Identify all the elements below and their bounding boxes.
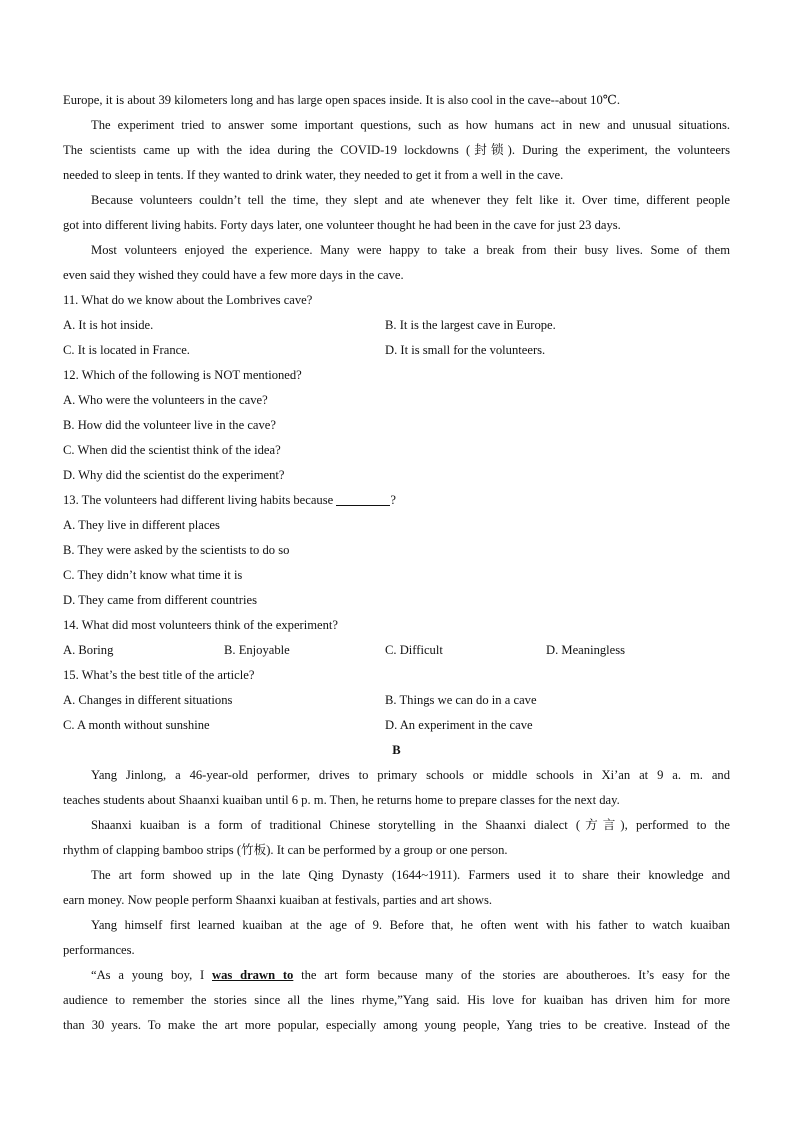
paragraph-line: teaches students about Shaanxi kuaiban until 6 p. m. Then, he returns home to prepare classes for the next day. xyxy=(63,793,620,807)
paragraph-line: than 30 years. To make the art more popular, especially among young people, Yang tries to be creative. Instead of the xyxy=(63,1018,730,1032)
question-stem: 12. Which of the following is NOT mentioned? xyxy=(63,368,302,382)
option-c: C. Difficult xyxy=(385,643,443,657)
paragraph-line: even said they wished they could have a few more days in the cave. xyxy=(63,268,404,282)
paragraph-line: Because volunteers couldn’t tell the time, they slept and ate whenever they felt like it. Over time, different people xyxy=(91,193,730,207)
question-11 xyxy=(63,288,730,363)
question-stem-text: 13. The volunteers had different living habits because xyxy=(63,493,337,507)
paragraph-line: needed to sleep in tents. If they wanted to drink water, they needed to get it from a well in the cave. xyxy=(63,168,564,182)
option-b: B. How did the volunteer live in the cave? xyxy=(63,418,276,432)
option-d: D. An experiment in the cave xyxy=(385,718,533,732)
option-a: A. They live in different places xyxy=(63,518,220,532)
section-heading: B xyxy=(392,743,401,757)
section-b xyxy=(63,738,730,1038)
option-b: B. Enjoyable xyxy=(224,643,290,657)
paragraph-line: Shaanxi kuaiban is a form of traditional Chinese storytelling in the Shaanxi dialect (方言), performed to the xyxy=(91,818,730,832)
answer-blank xyxy=(336,491,390,506)
paragraph-line: got into different living habits. Forty days later, one volunteer thought he had been in the cave for just 23 days. xyxy=(63,218,621,232)
paragraph-line xyxy=(63,963,730,988)
question-stem: 11. What do we know about the Lombrives cave? xyxy=(63,293,313,307)
question-stem xyxy=(63,488,730,513)
paragraph-line: The scientists came up with the idea during the COVID-19 lockdowns (封锁). During the experiment, the volunteers xyxy=(63,143,730,157)
quote-text: “As a young boy, I xyxy=(91,968,212,982)
option-d: D. Why did the scientist do the experiment? xyxy=(63,468,285,482)
paragraph-line: Most volunteers enjoyed the experience. Many were happy to take a break from their busy lives. Some of them xyxy=(91,243,730,257)
option-b: B. They were asked by the scientists to do so xyxy=(63,543,290,557)
option-c: C. A month without sunshine xyxy=(63,718,210,732)
option-a: A. It is hot inside. xyxy=(63,318,154,332)
paragraph-line: The experiment tried to answer some important questions, such as how humans act in new and unusual situations. xyxy=(91,118,730,132)
question-14 xyxy=(63,613,730,663)
option-d: D. Meaningless xyxy=(546,643,626,657)
option-d: D. It is small for the volunteers. xyxy=(385,343,546,357)
paragraph-line: The art form showed up in the late Qing Dynasty (1644~1911). Farmers used it to share their knowledge and xyxy=(91,868,730,882)
question-15 xyxy=(63,663,730,738)
option-b: B. It is the largest cave in Europe. xyxy=(385,318,556,332)
question-mark: ? xyxy=(390,493,396,507)
question-12 xyxy=(63,363,730,488)
underlined-phrase: was drawn to xyxy=(212,968,294,982)
option-d: D. They came from different countries xyxy=(63,593,257,607)
paragraph-line: Yang himself first learned kuaiban at the age of 9. Before that, he often went with his father to watch kuaiban xyxy=(91,918,730,932)
paragraph-line: earn money. Now people perform Shaanxi kuaiban at festivals, parties and art shows. xyxy=(63,893,492,907)
option-a: A. Changes in different situations xyxy=(63,693,233,707)
document-page xyxy=(63,88,730,1038)
option-c: C. It is located in France. xyxy=(63,343,190,357)
question-stem: 15. What’s the best title of the article? xyxy=(63,668,255,682)
paragraph-line: rhythm of clapping bamboo strips (竹板). It can be performed by a group or one person. xyxy=(63,843,508,857)
option-b: B. Things we can do in a cave xyxy=(385,693,537,707)
passage-a xyxy=(63,88,730,288)
option-a: A. Who were the volunteers in the cave? xyxy=(63,393,268,407)
option-c: C. They didn’t know what time it is xyxy=(63,568,243,582)
option-c: C. When did the scientist think of the idea? xyxy=(63,443,281,457)
paragraph-line: Europe, it is about 39 kilometers long and has large open spaces inside. It is also cool in the cave--about 10℃. xyxy=(63,93,621,107)
question-stem: 14. What did most volunteers think of the experiment? xyxy=(63,618,339,632)
quote-text-continued: the art form because many of the stories are aboutheroes. It’s easy for the xyxy=(293,968,730,982)
paragraph-line: audience to remember the stories since all the lines rhyme,”Yang said. His love for kuaiban has driven him for more xyxy=(63,993,730,1007)
question-13 xyxy=(63,488,730,613)
paragraph-line: Yang Jinlong, a 46-year-old performer, drives to primary schools or middle schools in Xi’an at 9 a. m. and xyxy=(91,768,730,782)
paragraph-line: performances. xyxy=(63,943,135,957)
option-a: A. Boring xyxy=(63,643,114,657)
